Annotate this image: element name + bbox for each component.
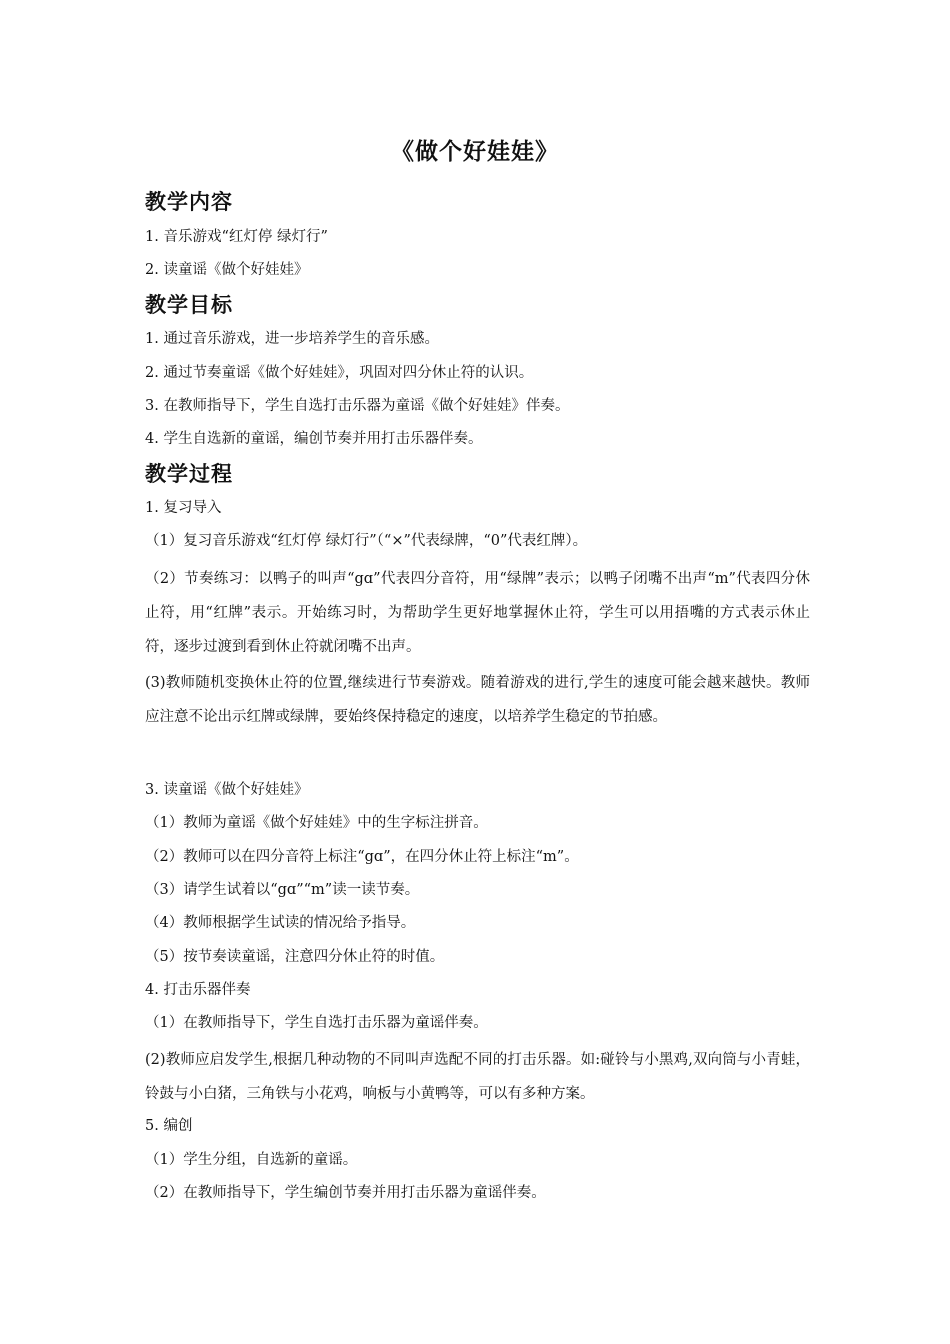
content-item: 2. 读童谣《做个好娃娃》 <box>145 262 309 278</box>
step-paragraph: （2）在教师指导下，学生编创节奏并用打击乐器为童谣伴奏。 <box>145 1185 546 1201</box>
step-heading: 1. 复习导入 <box>145 500 222 516</box>
step-paragraph: （2）节奏练习：以鸭子的叫声“gɑ”代表四分音符，用“绿牌”表示；以鸭子闭嘴不出声“m”代表四分休止符，用“红牌”表示。开始练习时，为帮助学生更好地掌握休止符，学生可以用捂嘴的方式表示休止符，逐步过渡到看到休止符就闭嘴不出声。 <box>145 571 810 655</box>
step-paragraph: （1）在教师指导下，学生自选打击乐器为童谣伴奏。 <box>145 1015 488 1031</box>
step-heading: 5. 编创 <box>145 1118 193 1134</box>
step-paragraph: （3）请学生试着以“gɑ”“m”读一读节奏。 <box>145 882 420 898</box>
content-item: 1. 音乐游戏“红灯停 绿灯行” <box>145 229 328 245</box>
step-paragraph: （5）按节奏读童谣，注意四分休止符的时值。 <box>145 949 445 965</box>
step-paragraph: (2)教师应启发学生,根据几种动物的不同叫声选配不同的打击乐器。如:碰铃与小黑鸡,双向筒与小青蛙，铃鼓与小白猪，三角铁与小花鸡，响板与小黄鸭等，可以有多种方案。 <box>145 1052 810 1102</box>
step-heading: 3. 读童谣《做个好娃娃》 <box>145 782 309 798</box>
step-paragraph: （4）教师根据学生试读的情况给予指导。 <box>145 915 416 931</box>
goal-item: 3. 在教师指导下，学生自选打击乐器为童谣《做个好娃娃》伴奏。 <box>145 398 570 414</box>
step-paragraph: （1）复习音乐游戏“红灯停 绿灯行”（“×”代表绿牌，“0”代表红牌）。 <box>145 533 588 549</box>
heading-process: 教学过程 <box>145 462 233 486</box>
document-title: 《做个好娃娃》 <box>391 139 559 165</box>
goal-item: 2. 通过节奏童谣《做个好娃娃》，巩固对四分休止符的认识。 <box>145 365 534 381</box>
step-paragraph: （1）学生分组，自选新的童谣。 <box>145 1152 358 1168</box>
step-heading: 4. 打击乐器伴奏 <box>145 982 251 998</box>
heading-goals: 教学目标 <box>145 293 233 317</box>
step-paragraph: （2）教师可以在四分音符上标注“gɑ”，在四分休止符上标注“m”。 <box>145 849 579 865</box>
goal-item: 4. 学生自选新的童谣，编创节奏并用打击乐器伴奏。 <box>145 431 483 447</box>
heading-content: 教学内容 <box>145 190 233 214</box>
step-paragraph: （1）教师为童谣《做个好娃娃》中的生字标注拼音。 <box>145 815 488 831</box>
step-paragraph: (3)教师随机变换休止符的位置,继续进行节奏游戏。随着游戏的进行,学生的速度可能会越来越快。教师应注意不论出示红牌或绿牌，要始终保持稳定的速度，以培养学生稳定的节拍感。 <box>145 675 810 725</box>
goal-item: 1. 通过音乐游戏，进一步培养学生的音乐感。 <box>145 331 439 347</box>
